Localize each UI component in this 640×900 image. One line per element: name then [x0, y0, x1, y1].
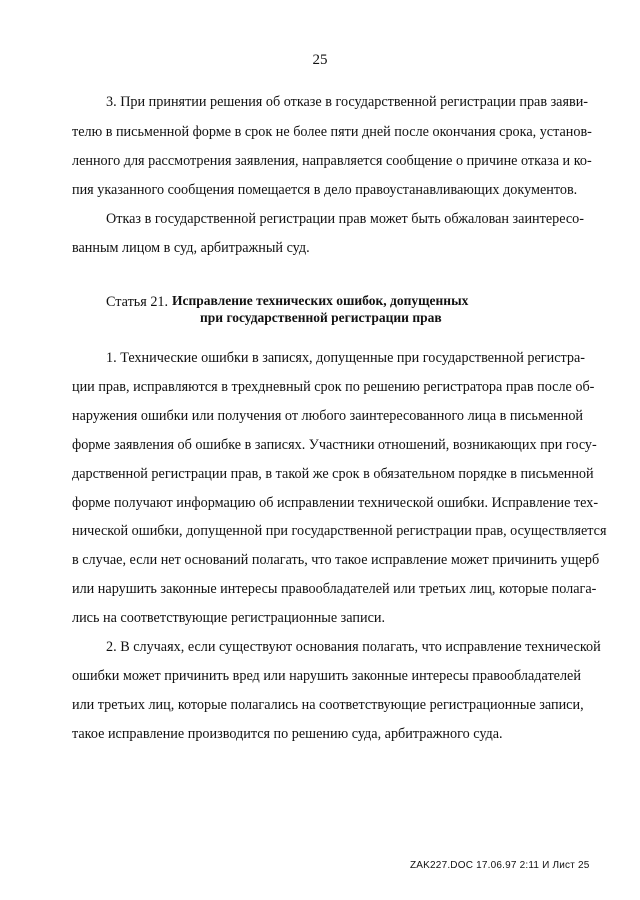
paragraph-3-line-1: 1. Технические ошибки в записях, допущенные при государственной регистра- — [106, 350, 585, 366]
paragraph-4-line-1: 2. В случаях, если существуют основания полагать, что исправление технической — [106, 639, 601, 655]
article-heading-title-line-2: при государственной регистрации прав — [200, 310, 442, 325]
paragraph-1-line-1: 3. При принятии решения об отказе в государственной регистрации прав заяви- — [106, 94, 589, 110]
paragraph-2-line-1: Отказ в государственной регистрации прав может быть обжалован заинтересо- — [106, 211, 584, 227]
paragraph-1-line-4: пия указанного сообщения помещается в дело правоустанавливающих документов. — [72, 182, 578, 198]
paragraph-3-line-8: в случае, если нет оснований полагать, что такое исправление может причинить ущерб — [72, 552, 600, 568]
paragraph-3-line-6: форме получают информацию об исправлении технической ошибки. Исправление тех- — [72, 495, 599, 511]
article-heading-prefix: Статья 21. — [106, 294, 169, 310]
paragraph-4-line-2: ошибки может причинить вред или нарушить законные интересы правообладателей — [72, 668, 581, 684]
paragraph-3-line-3: наружения ошибки или получения от любого заинтересованного лица в письменной — [72, 408, 584, 424]
paragraph-4-line-3: или третьих лиц, которые полагались на соответствующие регистрационные записи, — [72, 697, 584, 713]
paragraph-4-line-4: такое исправление производится по решению суда, арбитражного суда. — [72, 726, 503, 742]
paragraph-1-line-3: ленного для рассмотрения заявления, направляется сообщение о причине отказа и ко- — [72, 153, 592, 169]
paragraph-2-line-2: ванным лицом в суд, арбитражный суд. — [72, 240, 310, 256]
paragraph-1-line-2: телю в письменной форме в срок не более пяти дней после окончания срока, установ- — [72, 124, 592, 140]
document-footer: ZAK227.DOC 17.06.97 2:11 И Лист 25 — [410, 860, 590, 871]
paragraph-3-line-4: форме заявления об ошибке в записях. Участники отношений, возникающих при госу- — [72, 437, 597, 453]
article-heading-title-line-1: Исправление технических ошибок, допущенных — [172, 293, 469, 308]
page-number: 25 — [312, 52, 328, 68]
paragraph-3-line-7: нической ошибки, допущенной при государственной регистрации прав, осуществляется — [72, 523, 607, 539]
paragraph-3-line-5: дарственной регистрации прав, в такой же срок в обязательном порядке в письменной — [72, 466, 594, 482]
paragraph-3-line-10: лись на соответствующие регистрационные записи. — [72, 610, 386, 626]
paragraph-3-line-9: или нарушить законные интересы правообладателей или третьих лиц, которые полага- — [72, 581, 597, 597]
paragraph-3-line-2: ции прав, исправляются в трехдневный срок по решению регистратора прав после об- — [72, 379, 595, 395]
